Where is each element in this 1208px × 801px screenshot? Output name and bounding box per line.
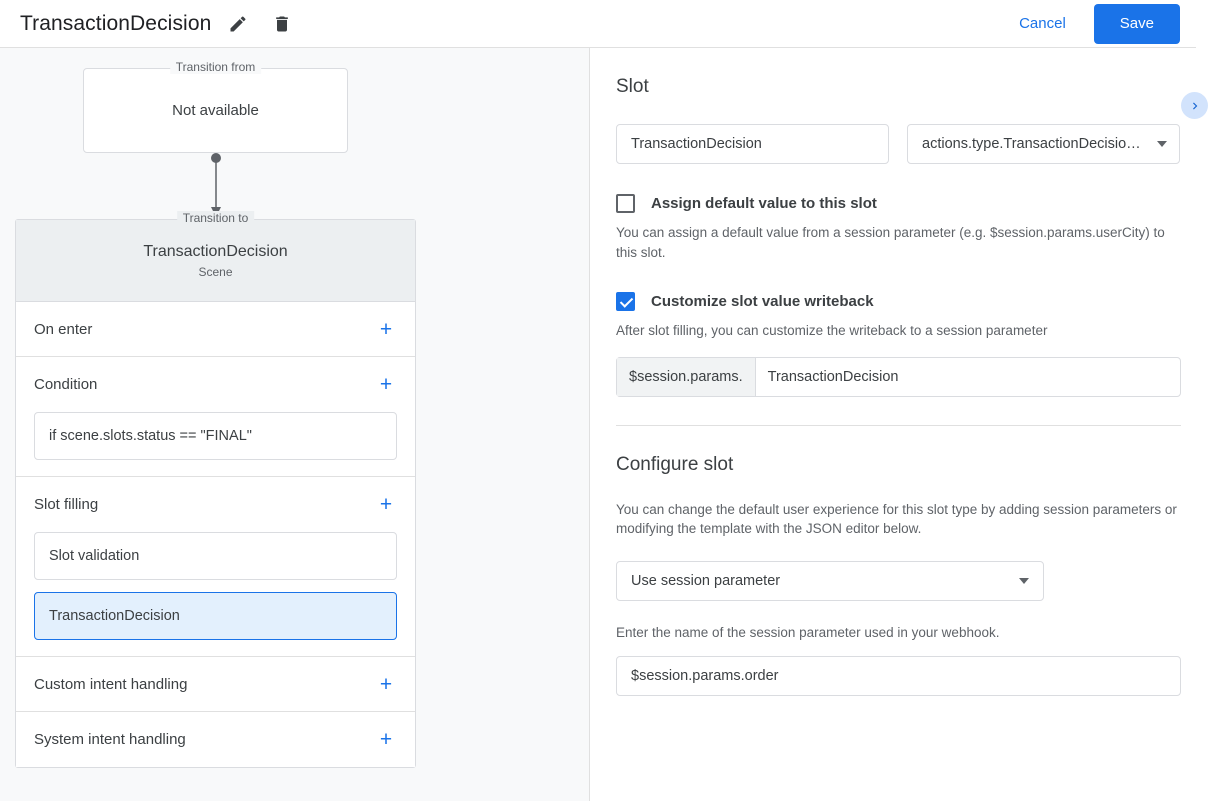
writeback-param-value: TransactionDecision — [767, 368, 899, 385]
assign-default-value-checkbox[interactable] — [616, 194, 635, 213]
section-on-enter-label: On enter — [34, 320, 93, 338]
slot-field-row — [616, 124, 1181, 164]
section-system-intent-label: System intent handling — [34, 731, 186, 748]
configure-slot-section — [590, 454, 1207, 697]
session-parameter-helper: Enter the name of the session parameter used in your webhook. — [616, 624, 1000, 640]
condition-block — [16, 412, 415, 477]
slot-type-select[interactable] — [907, 124, 1180, 164]
section-condition[interactable] — [16, 357, 415, 412]
list-item-slot-validation[interactable] — [34, 532, 397, 580]
section-slot-filling-label: Slot filling — [34, 496, 99, 513]
top-bar — [0, 0, 1196, 48]
body — [0, 48, 1196, 801]
add-slot-filling-icon[interactable]: + — [379, 493, 393, 516]
scene-box — [15, 211, 416, 768]
slot-type-value: actions.type.TransactionDecisio… — [922, 136, 1141, 152]
slot-section — [590, 48, 1207, 426]
assign-default-value-helper: You can assign a default value from a session parameter (e.g. $session.params.userCity) to this slot. — [616, 225, 1165, 260]
scene-header[interactable] — [16, 211, 415, 302]
section-system-intent-handling[interactable] — [16, 712, 415, 767]
section-condition-label: Condition — [34, 376, 98, 393]
section-custom-intent-handling[interactable] — [16, 657, 415, 712]
assign-default-value-label: Assign default value to this slot — [651, 195, 877, 212]
condition-expression-text: if scene.slots.status == "FINAL" — [49, 428, 252, 444]
transition-from-value: Not available — [172, 102, 259, 119]
session-parameter-input[interactable] — [616, 656, 1181, 696]
expand-panel-chevron-right-icon[interactable] — [1181, 92, 1208, 119]
section-on-enter[interactable] — [16, 302, 415, 357]
session-parameter-dropdown[interactable] — [616, 561, 1044, 601]
writeback-param-input[interactable] — [616, 357, 1181, 397]
session-parameter-value: $session.params.order — [631, 668, 779, 685]
transition-from-card[interactable] — [83, 60, 348, 153]
add-on-enter-icon[interactable]: + — [379, 317, 393, 341]
add-system-intent-icon[interactable]: + — [379, 728, 393, 751]
section-slot-filling[interactable] — [16, 477, 415, 532]
slot-filling-block — [16, 532, 415, 657]
customize-writeback-helper: After slot filling, you can customize the writeback to a session parameter — [616, 323, 1048, 339]
slot-name-input[interactable] — [616, 124, 889, 164]
flow-container — [15, 60, 416, 768]
writeback-prefix-label: $session.params. — [617, 358, 756, 396]
assign-default-value-row[interactable] — [616, 194, 1181, 213]
session-parameter-dropdown-value: Use session parameter — [631, 572, 781, 589]
cancel-button[interactable]: Cancel — [1005, 7, 1080, 40]
slot-name-value: TransactionDecision — [631, 136, 762, 152]
slot-validation-label: Slot validation — [49, 548, 140, 564]
customize-writeback-row[interactable] — [616, 292, 1181, 311]
customize-writeback-label: Customize slot value writeback — [651, 293, 874, 311]
transition-to-legend: Transition to — [177, 211, 255, 225]
trash-icon[interactable] — [265, 7, 299, 41]
scene-title: TransactionDecision — [143, 242, 288, 260]
transaction-decision-label: TransactionDecision — [49, 608, 180, 624]
flow-connector — [15, 153, 416, 219]
save-button[interactable]: Save — [1094, 4, 1180, 44]
chevron-down-icon — [1157, 141, 1167, 147]
slot-heading: Slot — [616, 76, 649, 97]
customize-writeback-checkbox[interactable] — [616, 292, 635, 311]
list-item-transaction-decision[interactable] — [34, 592, 397, 640]
add-condition-icon[interactable]: + — [379, 373, 393, 396]
chevron-down-icon — [1019, 578, 1029, 584]
page-title: TransactionDecision — [20, 11, 212, 35]
configure-slot-description: You can change the default user experience for this slot type by adding session parameters or modifying the template with the JSON editor below. — [616, 501, 1177, 537]
transition-from-legend: Transition from — [170, 60, 262, 74]
scene-flow-panel — [0, 48, 590, 801]
section-custom-intent-label: Custom intent handling — [34, 675, 188, 693]
slot-details-panel — [590, 48, 1207, 801]
edit-icon[interactable] — [221, 7, 255, 41]
scene-subtitle: Scene — [198, 264, 233, 279]
add-custom-intent-icon[interactable]: + — [379, 672, 393, 696]
configure-slot-heading: Configure slot — [616, 453, 734, 475]
panel-divider — [616, 425, 1181, 426]
condition-expression[interactable] — [34, 412, 397, 460]
